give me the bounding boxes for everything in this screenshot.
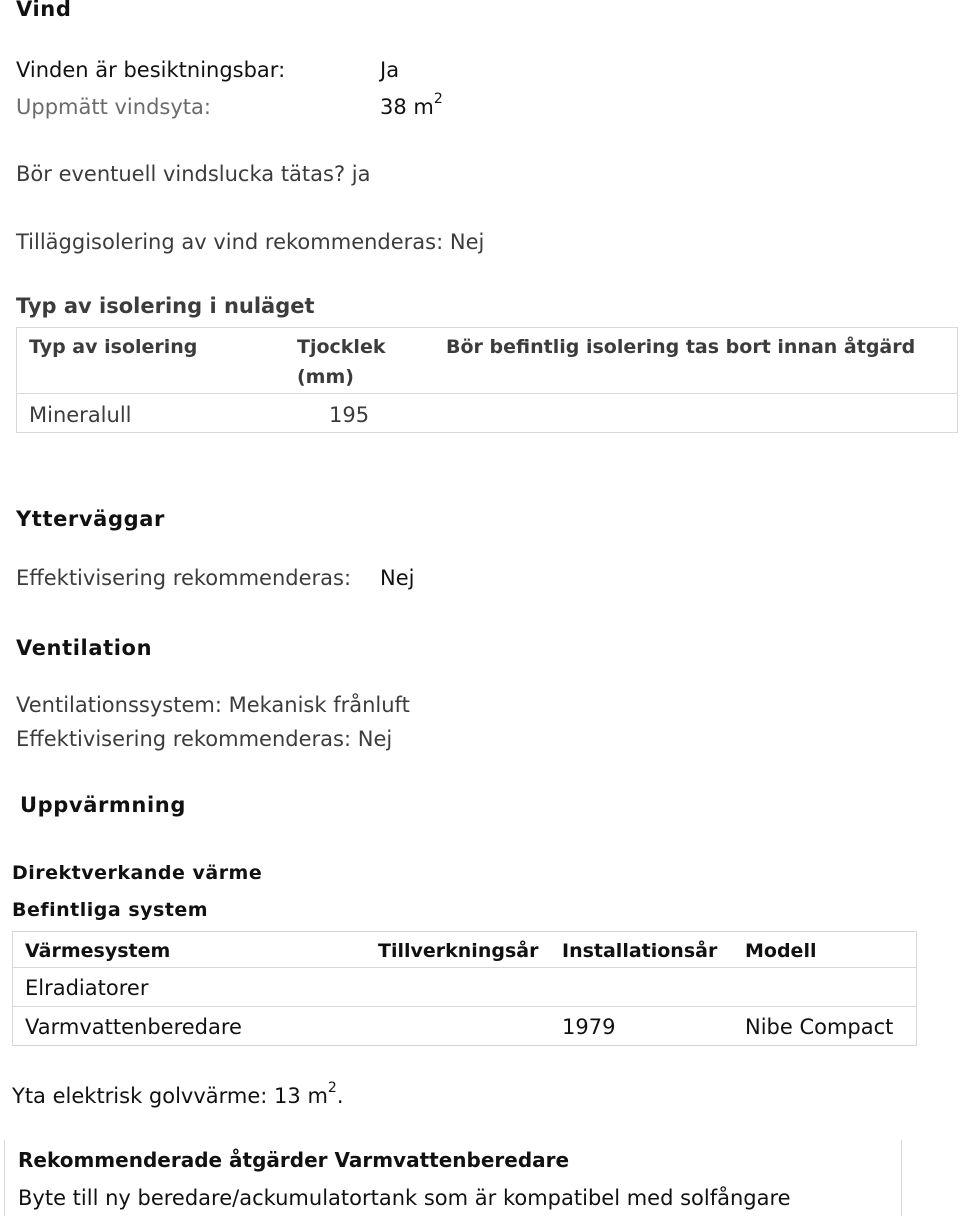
varmesystem-col-modell: Modell [745, 940, 817, 962]
varmesystem-col-tillverkningsar: Tillverkningsår [378, 940, 539, 962]
vindsyta-value: 38 $m^2$ [380, 91, 443, 119]
isolering-table-divider [16, 393, 958, 394]
isolering-col-bort: Bör befintlig isolering tas bort innan åtgärd [446, 336, 916, 358]
ventilation-effektivisering-text: Effektivisering rekommenderas: Nej [16, 727, 393, 751]
besiktningsbar-label: Vinden är besiktningsbar: [16, 58, 286, 82]
varmesystem-col-installationsar: Installationsår [562, 940, 718, 962]
tillaggsisolering-text: Tilläggisolering av vind rekommenderas: Nej [16, 230, 485, 254]
atgarder-heading: Rekommenderade åtgärder Varmvattenberedare [18, 1148, 570, 1172]
atgarder-left-border [4, 1140, 5, 1216]
atgarder-text: Byte till ny beredare/ackumulatortank som är kompatibel med solfångare [18, 1186, 791, 1210]
vind-heading: Vind [16, 0, 72, 21]
golvvarme-text: Yta elektrisk golvvärme: 13 $m^2$. [12, 1080, 344, 1108]
golvvarme-unit-sup: 2 [327, 1080, 337, 1096]
varmesystem-row-2-modell: Nibe Compact [745, 1015, 894, 1039]
isolering-col-typ: Typ av isolering [29, 336, 198, 358]
isolering-row-typ: Mineralull [29, 403, 132, 427]
varmesystem-col-system: Värmesystem [25, 940, 171, 962]
ytterväggar-effektivisering-label: Effektivisering rekommenderas: [16, 566, 352, 590]
isolering-heading: Typ av isolering i nuläget [16, 294, 315, 318]
varmesystem-row-2-installationsar: 1979 [562, 1015, 616, 1039]
vindslucka-text: Bör eventuell vindslucka tätas? ja [16, 162, 371, 186]
isolering-col-tjocklek: Tjocklek [297, 336, 386, 358]
direktverkande-heading: Direktverkande värme [12, 862, 263, 884]
vindsyta-label: Uppmätt vindsyta: [16, 95, 211, 119]
varmesystem-table-divider-2 [12, 1006, 917, 1007]
ventilationssystem-text: Ventilationssystem: Mekanisk frånluft [16, 693, 410, 717]
varmesystem-table-divider-1 [12, 967, 917, 968]
ytterväggar-effektivisering-value: Nej [380, 566, 415, 590]
atgarder-right-border [901, 1140, 902, 1216]
besiktningsbar-value: Ja [380, 58, 400, 82]
isolering-row-tjocklek: 195 [329, 403, 370, 427]
ytterväggar-heading: Ytterväggar [16, 507, 165, 531]
vindsyta-unit-sup: 2 [433, 91, 443, 107]
isolering-col-tjocklek-unit: (mm) [297, 366, 354, 388]
ventilation-heading: Ventilation [16, 636, 153, 660]
varmesystem-row-1-system: Elradiatorer [25, 976, 149, 1000]
varmesystem-row-2-system: Varmvattenberedare [25, 1015, 242, 1039]
uppvarmning-heading: Uppvärmning [20, 793, 186, 817]
befintliga-system-heading: Befintliga system [12, 899, 209, 921]
